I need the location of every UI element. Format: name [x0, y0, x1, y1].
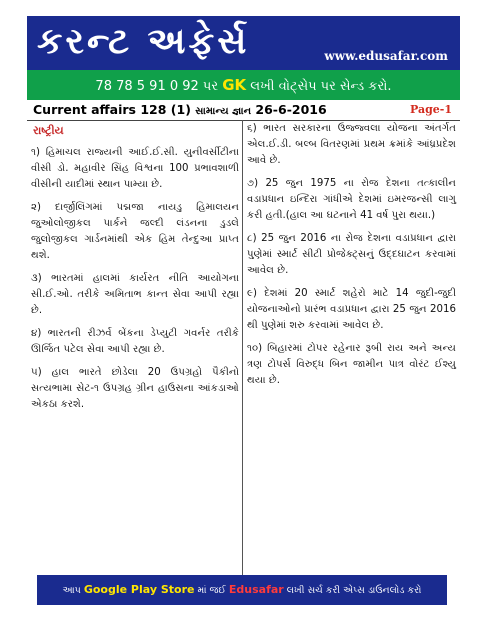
news-item: ૧) હિમાચલ રાજ્યની આઈ.ઈ.સી. યુનીવર્સીટીના વીસી ડો. મહાવીર સિંહ વિશ્વના 100 પ્રભાવશાળી વીસીની યાદીમાં સ્થાન પામ્યા છે. [31, 147, 239, 190]
website-label: www.edusafar.com [324, 49, 448, 63]
news-item: ૬) ભારત સરકારના ઉજ્જ્વલા યોજના અંતર્ગત એલ.ઈ.ડી. બલ્બ વિતરણમાં પ્રથમ ક્રમાંકે આંધ્રપ્રદેશ આવે છે. [247, 123, 456, 166]
left-column [31, 121, 239, 420]
news-item: ૨) દાર્જીલિંગમાં પદ્મજા નાયડુ હિમાલયન જુઓલોજીકલ પાર્કને જલ્દી લંડનના ડુડલે જુલોજીકલ ગાર્ડનમાંથી એક હિમ તેન્દુઆ પ્રાપ્ત થશે. [31, 202, 239, 261]
news-item: ૯) દેશમાં 20 સ્માર્ટ શહેરો માટે 14 જુદી-જુદી યોજનાઓનો પ્રારંભ વડાપ્રધાન દ્વારા 25 જુન 2016 થી પુણેમાં શરુ કરવામાં આવેલ છે. [247, 288, 456, 331]
page-title: કરન્ટ અફેર્સ [37, 20, 250, 62]
news-item: ૩) ભારતમાં હાલમાં કાર્યરત નીતિ આયોગના સી.ઈ.ઓ. તરીકે અમિતાભ કાન્ત સેવા આપી રહ્યા છે. [31, 273, 239, 316]
news-item: ૪) ભારતની રીઝર્વ બેંકના ડેપ્યુટી ગવર્નર તરીકે ઊર્જિત પટેલ સેવા આપી રહ્યા છે. [31, 328, 239, 355]
section-heading-national: રાષ્ટ્રીય [33, 124, 64, 137]
contact-instruction-text: લખી વોટ્સેપ પર સેન્ડ કરો. [246, 79, 392, 94]
issue-number: Current affairs 128 (1) [33, 102, 196, 117]
news-item: ૧૦) બિહારમાં ટોપર રહેનાર રૂબી રાય અને અન્ય ત્રણ ટોપર્સ વિરુદ્ધ બિન જામીન પાત્ર વોરંટ ઈશ્યુ થયા છે. [247, 343, 456, 386]
page-number-label: Page-1 [409, 103, 452, 116]
news-item: ૮) 25 જુન 2016 ના રોજ દેશના વડાપ્રધાન દ્વારા પુણેમાં સ્માર્ટ સીટી પ્રોજેક્ટ્સનું ઉદ્દઘાટન કરવામાં આવેલ છે. [247, 233, 456, 276]
gk-keyword: GK [222, 76, 247, 94]
play-store-label: Google Play Store [83, 583, 195, 596]
news-item: ૭) 25 જુન 1975 ના રોજ દેશના તત્કાલીન વડાપ્રધાન ઇન્દિરા ગાંધીએ દેશમાં ઇમરજન્સી લાગુ કરી હતી.(હાલ આ ઘટનાને 41 વર્ષ પુરા થયા.) [247, 178, 456, 221]
document-page [27, 16, 460, 622]
contact-number-text: 78 78 5 91 0 92 પર [95, 79, 223, 94]
news-item: ૫) હાલ ભારતે છોડેલા 20 ઉપગ્રહો પૈકીનો સત્યભામા સેટ-૧ ઉપગ્રહ ગ્રીન હાઉસના આંકડાઓ એકઠા કરશે. [31, 367, 239, 410]
footer-mid-text: માં જઈ [194, 585, 229, 596]
footer-pre-text: આપ [62, 585, 84, 596]
right-column [247, 121, 456, 396]
issue-date: 26-6-2016 [251, 102, 327, 117]
issue-title [33, 102, 327, 117]
brand-name: Edusafar [228, 583, 284, 596]
issue-subject: સામાન્ય જ્ઞાન [195, 106, 252, 117]
whatsapp-contact-bar [27, 70, 460, 100]
footer-post-text: લખી સર્ચ કરી એપ્સ ડાઉનલોડ કરો [283, 585, 422, 596]
app-download-banner [37, 575, 447, 605]
header-banner [27, 16, 460, 70]
issue-info-line [27, 102, 460, 121]
column-divider [242, 120, 243, 576]
